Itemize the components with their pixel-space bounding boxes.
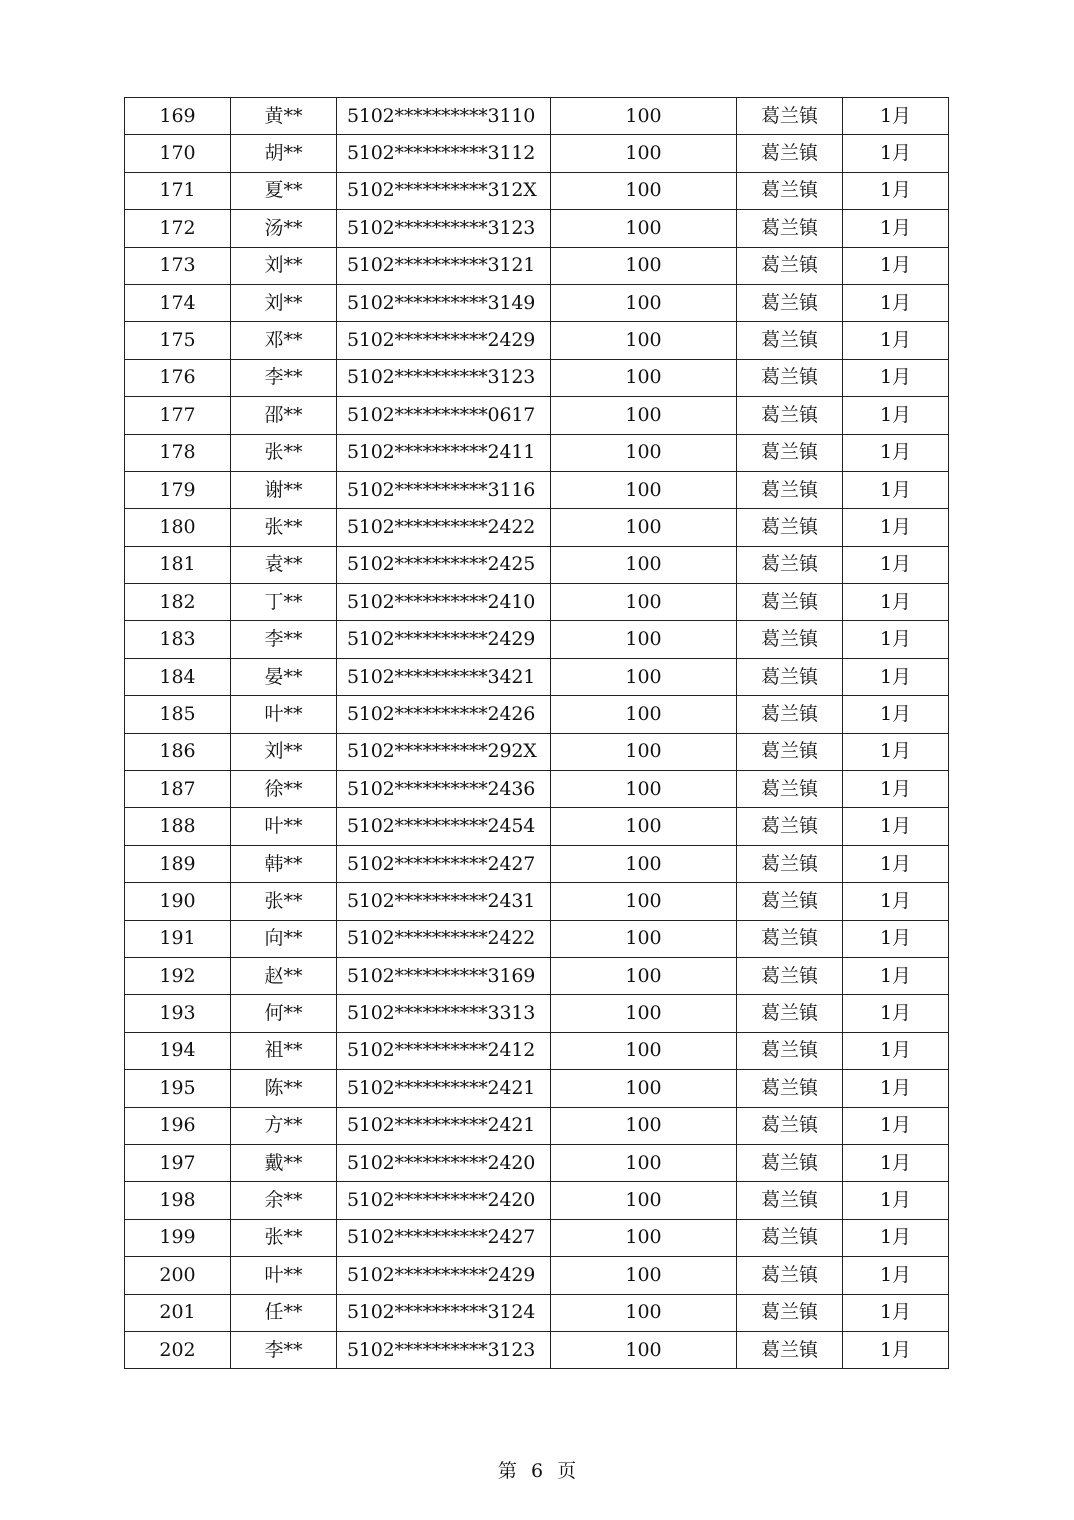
table-row [125,98,949,135]
name-cell: 赵** [231,957,337,994]
month-cell: 1月 [843,1219,949,1256]
month-cell: 1月 [843,621,949,658]
name-cell: 李** [231,1331,337,1368]
page-footer [0,1456,1074,1483]
month-cell: 1月 [843,1294,949,1331]
name-cell: 刘** [231,284,337,321]
amount-cell: 100 [551,957,737,994]
table-row [125,883,949,920]
id-number-cell: 5102**********2422 [337,920,551,957]
town-cell: 葛兰镇 [737,658,843,695]
amount-cell: 100 [551,771,737,808]
page-number: 6 [530,1460,544,1482]
month-cell: 1月 [843,322,949,359]
amount-cell: 100 [551,397,737,434]
row-number-cell: 184 [125,658,231,695]
id-number-cell: 5102**********3149 [337,284,551,321]
id-number-cell: 5102**********2427 [337,1219,551,1256]
amount-cell: 100 [551,920,737,957]
town-cell: 葛兰镇 [737,771,843,808]
month-cell: 1月 [843,135,949,172]
row-number-cell: 169 [125,98,231,135]
town-cell: 葛兰镇 [737,1294,843,1331]
id-number-cell: 5102**********3110 [337,98,551,135]
month-cell: 1月 [843,397,949,434]
row-number-cell: 190 [125,883,231,920]
town-cell: 葛兰镇 [737,247,843,284]
month-cell: 1月 [843,1257,949,1294]
row-number-cell: 180 [125,509,231,546]
month-cell: 1月 [843,284,949,321]
table-row [125,733,949,770]
table-row [125,808,949,845]
id-number-cell: 5102**********3123 [337,1331,551,1368]
row-number-cell: 200 [125,1257,231,1294]
town-cell: 葛兰镇 [737,845,843,882]
name-cell: 叶** [231,696,337,733]
amount-cell: 100 [551,471,737,508]
footer-suffix: 页 [557,1460,577,1482]
table-row [125,621,949,658]
id-number-cell: 5102**********2425 [337,546,551,583]
town-cell: 葛兰镇 [737,883,843,920]
amount-cell: 100 [551,883,737,920]
data-table [124,97,949,1369]
table-row [125,1219,949,1256]
table-row [125,1257,949,1294]
table-row [125,172,949,209]
town-cell: 葛兰镇 [737,322,843,359]
table-row [125,546,949,583]
name-cell: 邓** [231,322,337,359]
id-number-cell: 5102**********2429 [337,621,551,658]
month-cell: 1月 [843,1070,949,1107]
name-cell: 张** [231,434,337,471]
name-cell: 徐** [231,771,337,808]
name-cell: 李** [231,359,337,396]
town-cell: 葛兰镇 [737,397,843,434]
amount-cell: 100 [551,135,737,172]
id-number-cell: 5102**********3123 [337,210,551,247]
month-cell: 1月 [843,546,949,583]
row-number-cell: 195 [125,1070,231,1107]
row-number-cell: 186 [125,733,231,770]
month-cell: 1月 [843,210,949,247]
name-cell: 韩** [231,845,337,882]
amount-cell: 100 [551,995,737,1032]
month-cell: 1月 [843,98,949,135]
table-row [125,135,949,172]
row-number-cell: 192 [125,957,231,994]
name-cell: 夏** [231,172,337,209]
month-cell: 1月 [843,1032,949,1069]
id-number-cell: 5102**********3112 [337,135,551,172]
town-cell: 葛兰镇 [737,1107,843,1144]
town-cell: 葛兰镇 [737,172,843,209]
town-cell: 葛兰镇 [737,284,843,321]
month-cell: 1月 [843,359,949,396]
row-number-cell: 175 [125,322,231,359]
row-number-cell: 197 [125,1144,231,1181]
row-number-cell: 179 [125,471,231,508]
row-number-cell: 196 [125,1107,231,1144]
name-cell: 谢** [231,471,337,508]
id-number-cell: 5102**********3169 [337,957,551,994]
amount-cell: 100 [551,210,737,247]
amount-cell: 100 [551,284,737,321]
amount-cell: 100 [551,808,737,845]
row-number-cell: 198 [125,1182,231,1219]
month-cell: 1月 [843,247,949,284]
month-cell: 1月 [843,733,949,770]
id-number-cell: 5102**********3421 [337,658,551,695]
table-row [125,359,949,396]
table-row [125,957,949,994]
table-row [125,584,949,621]
amount-cell: 100 [551,546,737,583]
row-number-cell: 177 [125,397,231,434]
table-row [125,1144,949,1181]
id-number-cell: 5102**********3116 [337,471,551,508]
name-cell: 叶** [231,808,337,845]
name-cell: 何** [231,995,337,1032]
town-cell: 葛兰镇 [737,98,843,135]
amount-cell: 100 [551,1182,737,1219]
name-cell: 张** [231,509,337,546]
name-cell: 邵** [231,397,337,434]
amount-cell: 100 [551,1219,737,1256]
town-cell: 葛兰镇 [737,920,843,957]
town-cell: 葛兰镇 [737,733,843,770]
amount-cell: 100 [551,509,737,546]
name-cell: 向** [231,920,337,957]
month-cell: 1月 [843,696,949,733]
table-row [125,210,949,247]
row-number-cell: 191 [125,920,231,957]
table-row [125,1331,949,1368]
name-cell: 胡** [231,135,337,172]
name-cell: 陈** [231,1070,337,1107]
id-number-cell: 5102**********2422 [337,509,551,546]
row-number-cell: 201 [125,1294,231,1331]
row-number-cell: 188 [125,808,231,845]
town-cell: 葛兰镇 [737,359,843,396]
month-cell: 1月 [843,1107,949,1144]
name-cell: 叶** [231,1257,337,1294]
town-cell: 葛兰镇 [737,1182,843,1219]
town-cell: 葛兰镇 [737,1144,843,1181]
town-cell: 葛兰镇 [737,621,843,658]
table-row [125,1294,949,1331]
name-cell: 汤** [231,210,337,247]
town-cell: 葛兰镇 [737,509,843,546]
table-row [125,434,949,471]
town-cell: 葛兰镇 [737,434,843,471]
month-cell: 1月 [843,434,949,471]
id-number-cell: 5102**********2410 [337,584,551,621]
amount-cell: 100 [551,1331,737,1368]
amount-cell: 100 [551,98,737,135]
id-number-cell: 5102**********2431 [337,883,551,920]
table-row [125,397,949,434]
id-number-cell: 5102**********2426 [337,696,551,733]
month-cell: 1月 [843,1331,949,1368]
id-number-cell: 5102**********312X [337,172,551,209]
row-number-cell: 170 [125,135,231,172]
table-row [125,1182,949,1219]
month-cell: 1月 [843,584,949,621]
row-number-cell: 171 [125,172,231,209]
name-cell: 刘** [231,247,337,284]
id-number-cell: 5102**********2421 [337,1107,551,1144]
row-number-cell: 189 [125,845,231,882]
name-cell: 余** [231,1182,337,1219]
amount-cell: 100 [551,1257,737,1294]
amount-cell: 100 [551,322,737,359]
table-row [125,845,949,882]
amount-cell: 100 [551,434,737,471]
table-row [125,471,949,508]
town-cell: 葛兰镇 [737,210,843,247]
month-cell: 1月 [843,509,949,546]
id-number-cell: 5102**********3124 [337,1294,551,1331]
row-number-cell: 202 [125,1331,231,1368]
month-cell: 1月 [843,920,949,957]
name-cell: 丁** [231,584,337,621]
table-row [125,509,949,546]
table-row [125,995,949,1032]
row-number-cell: 199 [125,1219,231,1256]
amount-cell: 100 [551,359,737,396]
row-number-cell: 174 [125,284,231,321]
row-number-cell: 173 [125,247,231,284]
town-cell: 葛兰镇 [737,546,843,583]
amount-cell: 100 [551,621,737,658]
town-cell: 葛兰镇 [737,957,843,994]
id-number-cell: 5102**********2412 [337,1032,551,1069]
month-cell: 1月 [843,172,949,209]
month-cell: 1月 [843,883,949,920]
table-row [125,658,949,695]
row-number-cell: 181 [125,546,231,583]
footer-prefix: 第 [497,1460,517,1482]
table-row [125,322,949,359]
amount-cell: 100 [551,1032,737,1069]
month-cell: 1月 [843,808,949,845]
id-number-cell: 5102**********2429 [337,322,551,359]
town-cell: 葛兰镇 [737,1032,843,1069]
town-cell: 葛兰镇 [737,1331,843,1368]
name-cell: 张** [231,1219,337,1256]
town-cell: 葛兰镇 [737,696,843,733]
name-cell: 黄** [231,98,337,135]
amount-cell: 100 [551,1107,737,1144]
id-number-cell: 5102**********2420 [337,1144,551,1181]
month-cell: 1月 [843,957,949,994]
row-number-cell: 172 [125,210,231,247]
table-row [125,1070,949,1107]
town-cell: 葛兰镇 [737,995,843,1032]
table-body [125,98,949,1369]
id-number-cell: 5102**********2454 [337,808,551,845]
name-cell: 祖** [231,1032,337,1069]
id-number-cell: 5102**********0617 [337,397,551,434]
table-row [125,920,949,957]
amount-cell: 100 [551,1144,737,1181]
table-row [125,1032,949,1069]
month-cell: 1月 [843,1182,949,1219]
town-cell: 葛兰镇 [737,1070,843,1107]
amount-cell: 100 [551,1070,737,1107]
name-cell: 戴** [231,1144,337,1181]
row-number-cell: 185 [125,696,231,733]
town-cell: 葛兰镇 [737,808,843,845]
id-number-cell: 5102**********3121 [337,247,551,284]
id-number-cell: 5102**********2411 [337,434,551,471]
town-cell: 葛兰镇 [737,471,843,508]
month-cell: 1月 [843,471,949,508]
table-row [125,1107,949,1144]
id-number-cell: 5102**********2429 [337,1257,551,1294]
amount-cell: 100 [551,172,737,209]
amount-cell: 100 [551,845,737,882]
amount-cell: 100 [551,658,737,695]
amount-cell: 100 [551,733,737,770]
name-cell: 晏** [231,658,337,695]
name-cell: 张** [231,883,337,920]
id-number-cell: 5102**********2436 [337,771,551,808]
name-cell: 方** [231,1107,337,1144]
table-row [125,284,949,321]
row-number-cell: 176 [125,359,231,396]
table-row [125,771,949,808]
amount-cell: 100 [551,247,737,284]
amount-cell: 100 [551,696,737,733]
table-row [125,696,949,733]
amount-cell: 100 [551,1294,737,1331]
town-cell: 葛兰镇 [737,1219,843,1256]
id-number-cell: 5102**********2427 [337,845,551,882]
month-cell: 1月 [843,995,949,1032]
id-number-cell: 5102**********2420 [337,1182,551,1219]
name-cell: 任** [231,1294,337,1331]
id-number-cell: 5102**********292X [337,733,551,770]
town-cell: 葛兰镇 [737,1257,843,1294]
id-number-cell: 5102**********3123 [337,359,551,396]
month-cell: 1月 [843,771,949,808]
name-cell: 袁** [231,546,337,583]
amount-cell: 100 [551,584,737,621]
name-cell: 刘** [231,733,337,770]
month-cell: 1月 [843,658,949,695]
row-number-cell: 182 [125,584,231,621]
town-cell: 葛兰镇 [737,584,843,621]
row-number-cell: 178 [125,434,231,471]
town-cell: 葛兰镇 [737,135,843,172]
id-number-cell: 5102**********2421 [337,1070,551,1107]
row-number-cell: 193 [125,995,231,1032]
row-number-cell: 194 [125,1032,231,1069]
month-cell: 1月 [843,1144,949,1181]
row-number-cell: 187 [125,771,231,808]
table-row [125,247,949,284]
month-cell: 1月 [843,845,949,882]
name-cell: 李** [231,621,337,658]
id-number-cell: 5102**********3313 [337,995,551,1032]
row-number-cell: 183 [125,621,231,658]
